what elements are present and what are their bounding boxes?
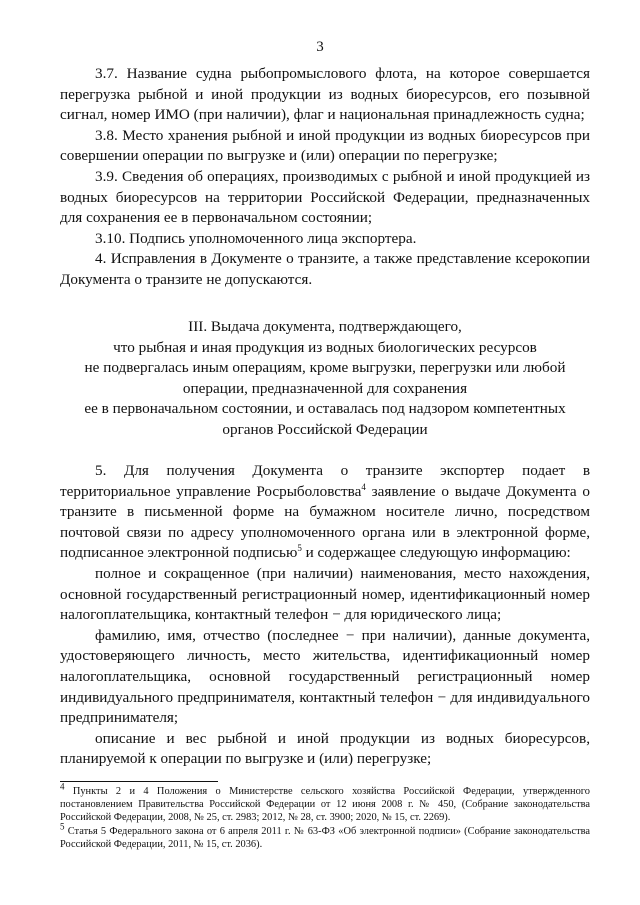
item-5-block [60, 461, 590, 770]
items-3-7-to-4 [60, 64, 590, 291]
footnote-ref-5: 5 [297, 543, 302, 554]
item-3-9: 3.9. Сведения об операциях, производимых с рыбной и иной продукцией из водных биоресурсов на территории Российской Федерации, предназначенных для сохранения ее в первоначальном состоянии; [60, 167, 590, 227]
item-5-text-b: заявление о выдаче Документа о транзите в письменной форме на бумажном носителе лично, посредством почтовой связи по адресу уполномоченного органа или в электронной форме, подписанное электронной подписью [60, 482, 590, 562]
footnote-4 [60, 781, 590, 825]
footnotes [60, 781, 590, 851]
section-heading-iii [60, 317, 590, 441]
item-5-text-c: и содержащее следующую информацию: [301, 544, 571, 562]
heading-line: операции, предназначенной для сохранения [182, 379, 468, 397]
footnote-separator [60, 781, 218, 782]
item-5-text-a: 5. Для получения Документа о транзите экспортер подает в территориальное управление Росрыболовства [60, 462, 590, 500]
footnote-ref-4: 4 [361, 481, 366, 492]
heading-line: что рыбная и иная продукция из водных биологических ресурсов [113, 338, 537, 356]
footnote-5 [60, 821, 590, 851]
page-number: 3 [316, 39, 324, 55]
list-item-legal-entity: полное и сокращенное (при наличии) наименования, место нахождения, основной государственный регистрационный номер, идентификационный номер налогоплательщика, контактный телефон − для юридического лица; [60, 564, 590, 624]
heading-line: ее в первоначальном состоянии, и оставалась под надзором компетентных [84, 400, 566, 418]
item-3-10: 3.10. Подпись уполномоченного лица экспортера. [95, 229, 417, 247]
item-3-8: 3.8. Место хранения рыбной и иной продукции из водных биоресурсов при совершении операции по выгрузке и (или) операции по перегрузке; [60, 126, 590, 165]
list-item-individual: фамилию, имя, отчество (последнее − при наличии), данные документа, удостоверяющего личность, место жительства, идентификационный номер налогоплательщика, основной государственный регистрационный номер индивидуального предпринимателя, контактный телефон − для индивидуального предпринимателя; [60, 626, 590, 727]
footnote-text: Статья 5 Федерального закона от 6 апреля 2011 г. № 63-ФЗ «Об электронной подписи» (Собрание законодательства Российской Федерации, 2011, № 15, ст. 2036). [60, 825, 590, 850]
footnote-mark: 4 [60, 781, 65, 792]
footnote-mark: 5 [60, 821, 65, 832]
item-4: 4. Исправления в Документе о транзите, а также представление ксерокопии Документа о транзите не допускаются. [60, 250, 590, 288]
heading-line: III. Выдача документа, подтверждающего, [188, 318, 462, 335]
heading-line: органов Российской Федерации [222, 420, 428, 438]
list-item-product-description: описание и вес рыбной и иной продукции из водных биоресурсов, планируемой к операции по выгрузке и (или) перегрузке; [60, 729, 590, 768]
footnote-text: Пункты 2 и 4 Положения о Министерстве сельского хозяйства Российской Федерации, утвержденного постановлением Правительства Российской Федерации от 12 июня 2008 г. № 450, (Собрание законодательства Российской Федерации, 2008, № 25, ст. 2983; 2012, № 28, ст. 3900; 2020, № 15, ст. 2269). [60, 786, 590, 824]
heading-line: не подвергалась иным операциям, кроме выгрузки, перегрузки или любой [84, 359, 566, 377]
item-3-7: 3.7. Название судна рыбопромыслового флота, на которое совершается перегрузка рыбной и иной продукции из водных биоресурсов, его позывной сигнал, номер ИМО (при наличии), флаг и национальная принадлежность судна; [60, 65, 590, 124]
item-5 [60, 461, 590, 564]
